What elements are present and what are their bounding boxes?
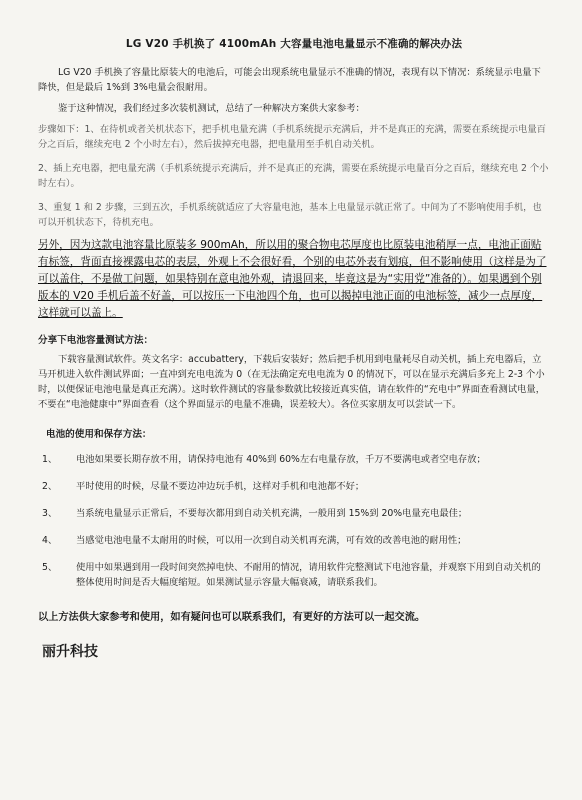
document-title: LG V20 手机换了 4100mAh 大容量电池电量显示不准确的解决办法 (125, 38, 463, 50)
list-item-text: 当感觉电池电量不太耐用的时候，可以用一次到自动关机再充满，可有效的改善电池的耐用性； (76, 535, 467, 546)
list-item (38, 560, 550, 590)
step-2-paragraph: 2、插上充电器，把电量充满（手机系统提示充满后，并不是真正的充满，需要在系统提示电量百分之百后，继续充电 2 个小时左右）。 (38, 163, 549, 189)
note-text: 另外，因为这款电池容量比原装多 900mAh，所以用的聚合物电芯厚度也比原装电池稍厚一点，电池正面贴有标签，背面直接裸露电芯的表层，外观上不会很好看，个别的电芯外表有划痕，但不影响使用（这样是为了可以盖住，不是做工问题，如果特别在意电池外观，请退回来，毕竟这是为“实用党”准备的）。如果遇到个别版本的 V20 手机后盖不好盖，可以按压一下电池四个角，也可以揭掉电池正面的电池标签，减少一点厚度，这样就可以盖上。 (38, 239, 547, 319)
list-item-text: 电池如果要长期存放不用，请保持电池有 40%到 60%左右电量存放，千万不要满电或者空电存放； (76, 454, 486, 465)
list-item (38, 506, 550, 521)
list-item-text: 平时使用的时候，尽量不要边冲边玩手机，这样对手机和电池都不好； (76, 481, 365, 492)
step-3-paragraph: 3、重复 1 和 2 步骤，三到五次，手机系统就适应了大容量电池，基本上电量显示就正常了。中间为了不影响使用手机，也可以开机状态下，待机充电。 (38, 202, 542, 228)
list-item (38, 452, 550, 467)
company-name: 丽升科技 (42, 644, 98, 660)
capacity-test-heading: 分享下电池容量测试方法： (38, 335, 154, 346)
usage-storage-heading: 电池的使用和保存方法： (46, 429, 152, 440)
list-item (38, 479, 550, 494)
capacity-test-body: 下载容量测试软件。英文名字：accubattery，下载后安装好；然后把手机用到电量耗尽自动关机，插上充电器后，立马开机进入软件测试界面；一直冲到充电电流为 0（在无法确定充电电流为 0 的情况下，可以在显示充满后多充上 2-3 个小时，以便保证电池电量是真正充满）。这时软件测试的容量参数就比较接近真实值，请在软件的“充电中”界面查看测试电量，不要在“电池健康中”界面查看（这个界面显示的电量不准确，误差较大）。各位买家朋友可以尝试一下。 (38, 354, 546, 410)
list-item-number: 5、 (42, 562, 58, 573)
list-item-text: 使用中如果遇到用一段时间突然掉电快、不耐用的情况，请用软件完整测试下电池容量，并观察下用到自动关机的整体使用时间是否大幅度缩短。如果测试显示容量大幅衰减，请联系我们。 (76, 562, 541, 588)
list-item-text: 当系统电量显示正常后，不要每次都用到自动关机充满，一般用到 15%到 20%电量充电最佳； (76, 508, 468, 519)
list-item-number: 4、 (42, 535, 58, 546)
step-1-paragraph: 步骤如下：1、在待机或者关机状态下，把手机电量充满（手机系统提示充满后，并不是真正的充满，需要在系统提示电量百分之百后，继续充电 2 个小时左右），然后拔掉充电器，把电量用至手机自动关机。 (38, 124, 546, 150)
list-item-number: 3、 (42, 508, 58, 519)
list-item-number: 2、 (42, 481, 58, 492)
intro-paragraph: LG V20 手机换了容量比原装大的电池后，可能会出现系统电量显示不准确的情况，表现有以下情况：系统显示电量下降快，但是最后 1%到 3%电量会很耐用。 (38, 67, 541, 93)
closing-statement: 以上方法供大家参考和使用，如有疑问也可以联系我们，有更好的方法可以一起交流。 (38, 612, 426, 623)
list-item (38, 533, 550, 548)
lead-paragraph: 鉴于这种情况，我们经过多次装机测试，总结了一种解决方案供大家参考： (58, 103, 365, 114)
underlined-note-paragraph (38, 237, 550, 322)
list-item-number: 1、 (42, 454, 58, 465)
